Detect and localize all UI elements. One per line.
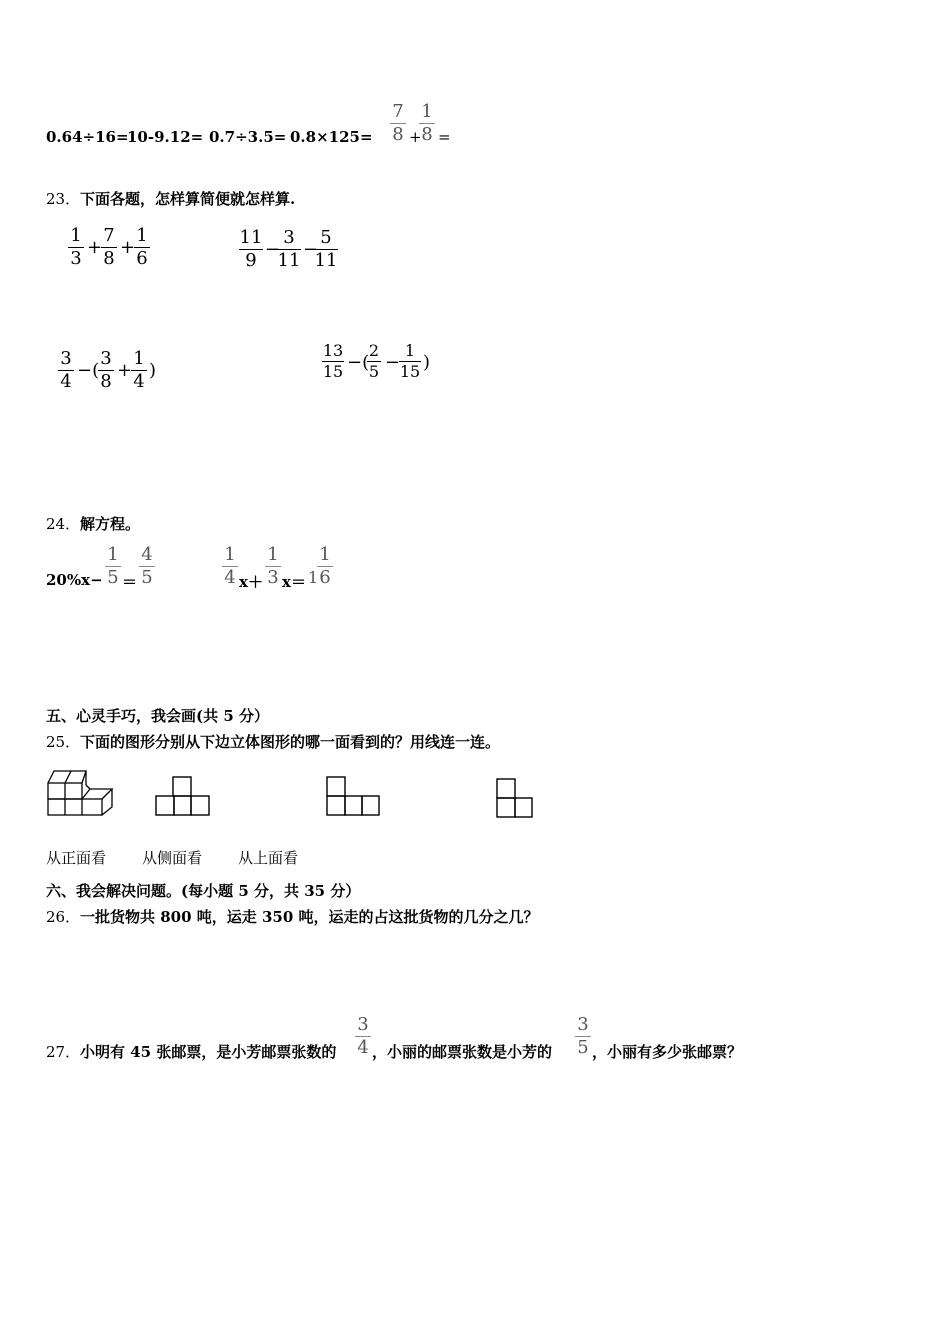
q25-number: 25． <box>46 733 81 751</box>
view-figure-3 <box>495 777 535 819</box>
operator: − <box>265 239 281 260</box>
equals: ＝ <box>122 573 138 591</box>
expr-2: 10-9.12= <box>127 128 204 146</box>
section-5-title: 五、心灵手巧，我会画(共 5 分） <box>46 707 269 725</box>
operator: + <box>87 237 103 258</box>
fraction: 1 4 <box>131 350 147 391</box>
fraction: 1 6 <box>317 546 333 587</box>
equation-mid: x＋ <box>239 573 263 591</box>
fraction: 1 6 <box>134 227 150 268</box>
fraction: 1 4 <box>222 546 238 587</box>
q27-fraction-1: 3 4 <box>355 1016 371 1057</box>
mixed-whole: 1 <box>308 568 319 587</box>
equation-tail: x＝ <box>282 573 306 591</box>
fraction: 2 5 <box>368 341 380 381</box>
fraction: 13 15 <box>322 341 344 381</box>
fraction: 3 4 <box>58 350 74 391</box>
label-side-view: 从侧面看 <box>142 849 203 867</box>
q23-number: 23． <box>46 190 81 208</box>
equation-lead: 20%x− <box>46 571 103 589</box>
expr-5-equals: = <box>438 128 451 146</box>
operator: + <box>120 237 136 258</box>
q27-number: 27． <box>46 1043 81 1061</box>
expr-4: 0.8×125= <box>290 128 373 146</box>
view-figure-2 <box>325 775 381 817</box>
q23-text: 下面各题，怎样算简便就怎样算. <box>80 190 296 208</box>
expr-1: 0.64÷16= <box>46 128 129 146</box>
fraction: 4 5 <box>139 546 155 587</box>
q26-text: 一批货物共 800 吨，运走 350 吨，运走的占这批货物的几分之几？ <box>80 908 539 926</box>
fraction: 1 15 <box>399 341 421 381</box>
q27-text-part-1: 小明有 45 张邮票，是小芳邮票张数的 <box>80 1043 337 1061</box>
q27-text-part-3: ，小丽有多少张邮票？ <box>592 1043 743 1061</box>
fraction: 3 8 <box>98 350 114 391</box>
fraction: 1 3 <box>265 546 281 587</box>
q27-fraction-2: 3 5 <box>575 1016 591 1057</box>
expr-3: 0.7÷3.5= <box>209 128 287 146</box>
expr-5-fraction-2: 1 8 <box>419 103 435 144</box>
fraction: 1 5 <box>105 546 121 587</box>
fraction: 7 8 <box>101 227 117 268</box>
section-6-title: 六、我会解决问题。(每小题 5 分，共 35 分） <box>46 882 361 900</box>
paren-close: ) <box>423 352 431 373</box>
q25-text: 下面的图形分别从下边立体图形的哪一面看到的？用线连一连。 <box>80 733 501 751</box>
expr-5-plus: + <box>409 128 422 146</box>
q24-number: 24． <box>46 515 81 533</box>
q24-text: 解方程。 <box>80 515 141 533</box>
q26-number: 26． <box>46 908 81 926</box>
operator: + <box>117 360 133 381</box>
operator: − <box>385 352 401 373</box>
view-figure-1 <box>155 775 211 817</box>
paren-close: ) <box>149 360 157 381</box>
operator: −( <box>77 360 100 381</box>
q27-text-part-2: ，小丽的邮票张数是小芳的 <box>372 1043 553 1061</box>
fraction: 5 11 <box>314 227 338 271</box>
fraction: 1 3 <box>68 227 84 268</box>
operator: −( <box>347 352 370 373</box>
operator: − <box>303 239 319 260</box>
label-top-view: 从上面看 <box>238 849 299 867</box>
solid-block-figure <box>46 767 118 819</box>
fraction: 11 9 <box>239 227 263 271</box>
fraction: 3 11 <box>277 227 301 271</box>
expr-5-fraction-1: 7 8 <box>390 103 406 144</box>
label-front-view: 从正面看 <box>46 849 107 867</box>
